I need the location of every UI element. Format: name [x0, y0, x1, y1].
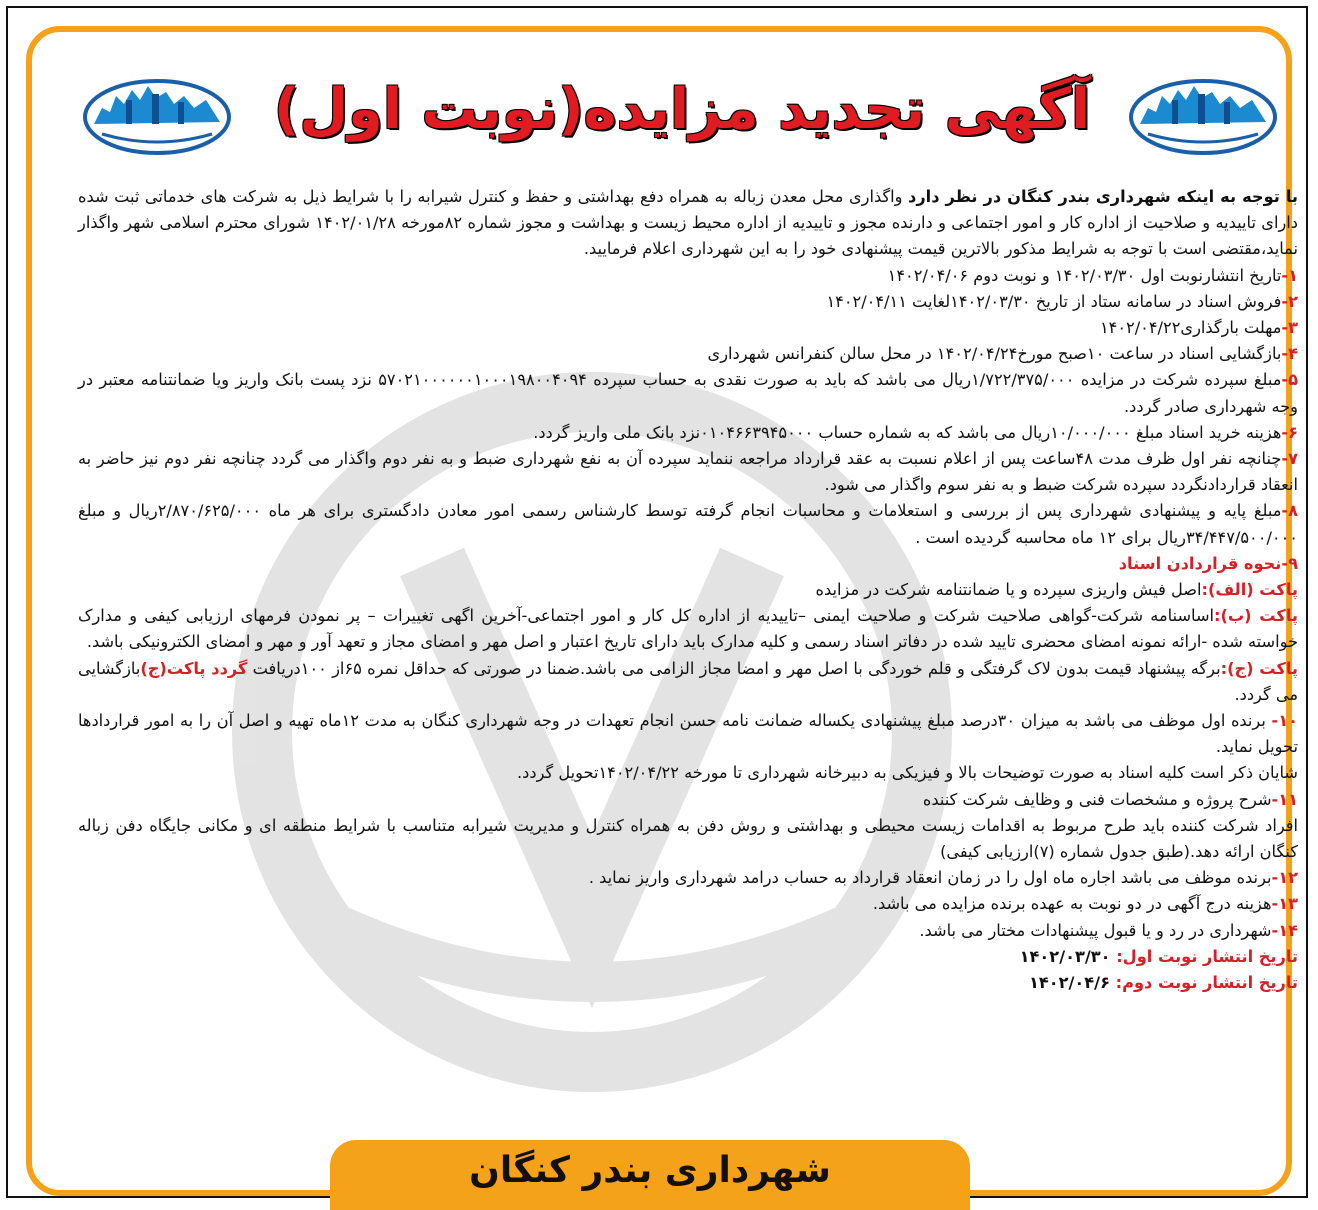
list-item: ۶-هزینه خرید اسناد مبلغ ۱۰/۰۰۰/۰۰۰ریال می باشد که به شماره حساب ۰۱۰۴۶۶۳۹۴۵۰۰۰نزد بانک ملی واریز گردد.: [533, 422, 1298, 442]
list-item: ۳-مهلت بارگذاری۱۴۰۲/۰۴/۲۲: [1099, 318, 1298, 338]
footer-banner: [330, 1140, 970, 1210]
list-item: ۱۱-شرح پروژه و مشخصات فنی و وظایف شرکت کننده: [922, 789, 1298, 809]
list-item: ۴-بازگشایی اسناد در ساعت ۱۰صبح مورخ۱۴۰۲/۰۴/۲۴ در محل سالن کنفرانس شهرداری: [707, 344, 1298, 364]
list-item: ۱۲-برنده موظف می باشد اجاره ماه اول را در زمان انعقاد قرارداد به حساب درامد شهرداری واریز نماید .: [588, 868, 1298, 888]
packet-be: پاکت (ب):اساسنامه شرکت-گواهی صلاحیت شرکت و صلاحیت ایمنی –تاییدیه از اداره کل کار و امور اجتماعی-آخرین اگهی تغییرات – پر نمودن فرمهای ارزیابی کیفی و مدارک خواسته شده -ارائه نمونه امضای محضری تایید شده در دفاتر اسناد رسمی و کلیه مدارک باید دارای تاریخ اعتبار و اصل مهر و امضای مجاز و تعهد آور و مهر و امضای الکترونیکی باشد.: [78, 606, 1298, 652]
list-item: ۸-مبلغ پایه و پیشنهادی شهرداری پس از بررسی و استعلامات و محاسبات انجام گرفته توسط کارشناس رسمی امور معادن دادگستری برای هر ماه ۲/۸۷۰/۶۲۵/۰۰۰ریال و مبلغ ۳۴/۴۴۷/۵۰۰/۰۰۰ریال برای ۱۲ ماه محاسبه گردیده است .: [78, 501, 1298, 547]
list-item: ۷-چنانچه نفر اول ظرف مدت ۴۸ساعت پس از اعلام نسبت به عقد قرارداد مراجعه ننماید سپرده آن به نفع شهرداری ضبط و به نفر دوم واگذار می گردد چنانچه نفر دوم نیز حاضر به انعقاد قراردادنگردد سپرده شرکت ضبط و به نفر سوم واگذار می شود.: [78, 449, 1298, 495]
intro-paragraph: [78, 184, 1298, 263]
notice-title: آگهی تجدید مزایده(نوبت اول): [273, 77, 1091, 142]
intro-lead: با توجه به اینکه شهرداری بندر کنگان در نظر دارد: [908, 187, 1298, 206]
section-9-heading: ۹-نحوه قراردادن اسناد: [1118, 553, 1298, 573]
intro-text: واگذاری محل معدن زباله به همراه دفع بهداشتی و حفظ و کنترل شیرابه را با شرایط ذیل به شرکت های خدماتی ثبت شده دارای تاییدیه و صلاحیت از اداره کار و امور اجتماعی و دارنده مجوز و تاییدیه از اداره محیط زیست و بهداشت و مجوز شماره ۸۲مورخه ۱۴۰۲/۰۱/۲۸ شورای محترم اسلامی شهر واگذار نماید،مقتضی است با توجه به شرایط مذکور بالاترین قیمت پیشنهادی خود را به این شهرداری اعلام فرمایید.: [78, 187, 1298, 259]
note-paragraph: شایان ذکر است کلیه اسناد به صورت توضیحات بالا و فیزیکی به دبیرخانه شهرداری تا مورخه ۱۴۰۲/۰۴/۲۲تحویل گردد.: [517, 763, 1298, 783]
notice-border: [26, 26, 1299, 1196]
list-item: ۱-تاریخ انتشارنوبت اول ۱۴۰۲/۰۳/۳۰ و نوبت دوم ۱۴۰۲/۰۴/۰۶: [887, 265, 1298, 285]
packet-jim: پاکت (ج):برگه پیشنهاد قیمت بدون لاک گرفتگی و قلم خوردگی با اصل مهر و امضا مجاز الزامی می باشد.ضمنا در صورتی که حداقل نمره ۶۵از ۱۰۰دریافت گردد پاکت(ج)بازگشایی می گردد.: [78, 658, 1299, 704]
list-item: ۱۳-هزینه درج آگهی در دو نوبت به عهده برنده مزایده می باشد.: [872, 894, 1298, 914]
municipality-logo-icon: [1128, 78, 1278, 156]
packet-alef: پاکت (الف):اصل فیش واریزی سپرده و یا ضمانتنامه شرکت در مزایده: [815, 580, 1298, 600]
footer-title: شهرداری بندر کنگان: [469, 1150, 831, 1191]
list-item: ۱۴-شهرداری در رد و یا قبول پیشنهادات مختار می باشد.: [919, 920, 1298, 940]
item-11-body: افراد شرکت کننده باید طرح مربوط به اقدامات زیست محیطی و بهداشتی و روش دفن به همراه کنترل و مدیریت شیرابه متناسب با شرایط منطقه ای و مکانی جایگاه دفن زباله کنگان ارائه دهد.(طبق جدول شماره (۷)ارزیابی کیفی): [78, 815, 1298, 862]
publish-second: تاریخ انتشار نوبت دوم: ۱۴۰۲/۰۴/۶: [1028, 973, 1298, 993]
list-item: ۵-مبلغ سپرده شرکت در مزایده ۱/۷۲۲/۳۷۵/۰۰۰ریال می باشد که باید به صورت نقدی به حساب سپرده ۵۷۰۲۱۰۰۰۰۰۰۱۰۰۰۱۹۸۰۰۴۰۹۴ نزد پست بانک واریز ویا ضمانتنامه معتبر در وجه شهرداری صادر گردد.: [78, 370, 1298, 416]
list-item: ۲-فروش اسناد در سامانه ستاد از تاریخ ۱۴۰۲/۰۳/۳۰لغایت ۱۴۰۲/۰۴/۱۱: [826, 291, 1298, 311]
notice-body: [78, 184, 1298, 996]
list-item: ۱۰- برنده اول موظف می باشد به میزان ۳۰درصد مبلغ پیشنهادی یکساله ضمانت نامه حسن انجام تعهدات در وجه شهرداری کنگان به مدت ۱۲ماه تهیه و اصل آن را به امور قراردادها تحویل نماید.: [78, 711, 1298, 757]
municipality-logo-icon: [82, 78, 232, 156]
publish-first: تاریخ انتشار نوبت اول: ۱۴۰۲/۰۳/۳۰: [1019, 946, 1298, 966]
